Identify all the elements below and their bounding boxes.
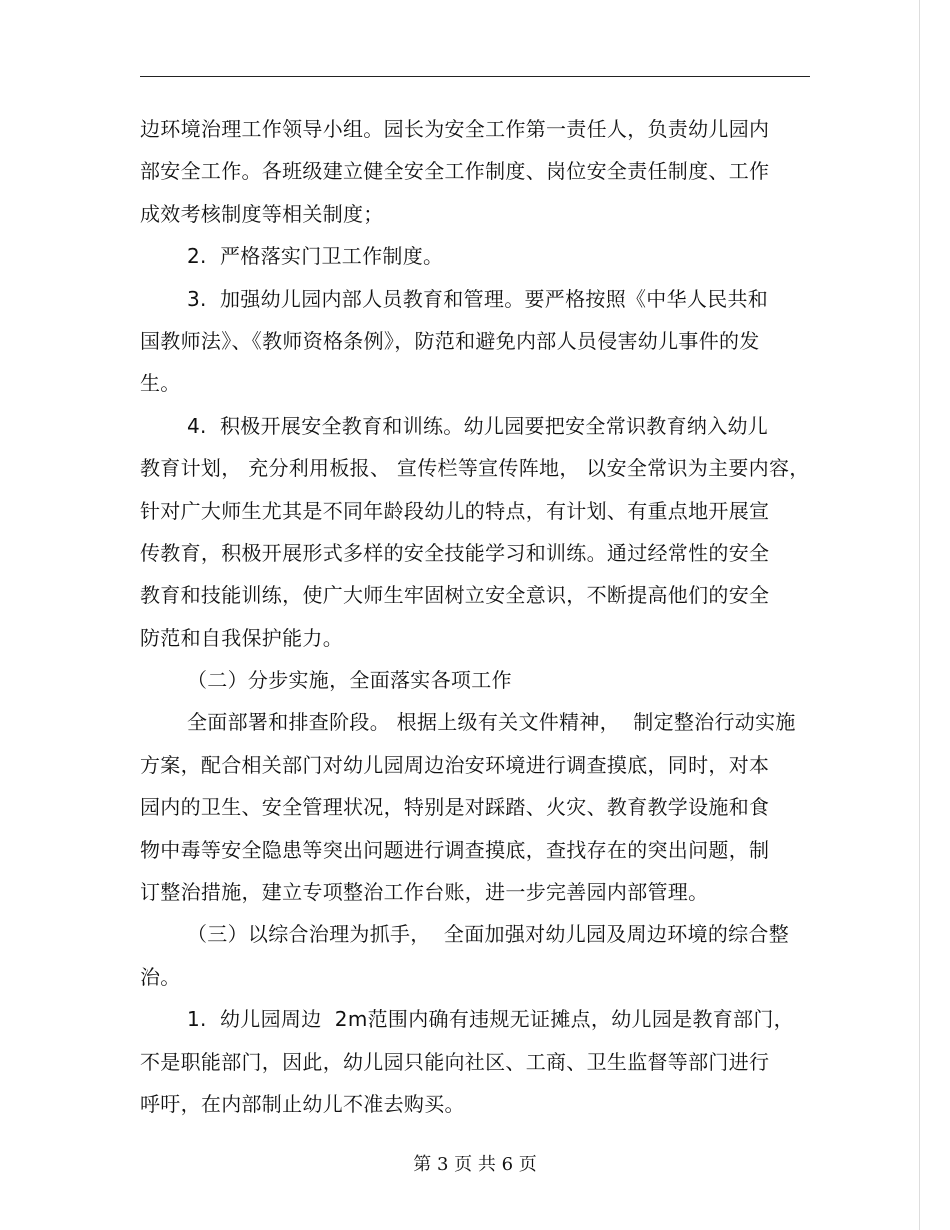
text-line: 方案，配合相关部门对幼儿园周边治安环境进行调查摸底，同时，对本 — [140, 752, 770, 777]
text-line: 成效考核制度等相关制度； — [140, 201, 384, 226]
text-line: 3. 加强幼儿园内部人员教育和管理。要严格按照《中华人民共和 — [187, 286, 769, 311]
text-line: （二）分步实施，全面落实各项工作 — [187, 668, 512, 693]
text-line: 2. 严格落实门卫工作制度。 — [187, 244, 444, 269]
text-line: 呼吁，在内部制止幼儿不准去购买。 — [140, 1091, 465, 1116]
text-line: 生。 — [140, 371, 181, 396]
text-line: 治。 — [140, 964, 181, 989]
text-line: 1. 幼儿园周边 2m范围内确有违规无证摊点，幼儿园是教育部门， — [187, 1007, 794, 1032]
text-line: 园内的卫生、安全管理状况，特别是对踩踏、火灾、教育教学设施和食 — [140, 795, 770, 820]
text-line: （三）以综合治理为抓手， 全面加强对幼儿园及周边环境的综合整 — [187, 922, 790, 947]
header-rule — [140, 76, 810, 77]
text-line: 4. 积极开展安全教育和训练。幼儿园要把安全常识教育纳入幼儿 — [187, 413, 769, 438]
document-body — [140, 113, 820, 1130]
text-line: 订整治措施，建立专项整治工作台账，进一步完善园内部管理。 — [140, 880, 709, 905]
text-line: 防范和自我保护能力。 — [140, 625, 343, 650]
text-line: 传教育，积极开展形式多样的安全技能学习和训练。通过经常性的安全 — [140, 540, 770, 565]
text-line: 教育和技能训练，使广大师生牢固树立安全意识，不断提高他们的安全 — [140, 583, 770, 608]
text-line: 部安全工作。各班级建立健全安全工作制度、岗位安全责任制度、工作 — [140, 159, 770, 184]
text-line: 不是职能部门，因此，幼儿园只能向社区、工商、卫生监督等部门进行 — [140, 1049, 770, 1074]
text-line: 物中毒等安全隐患等突出问题进行调查摸底，查找存在的突出问题，制 — [140, 837, 770, 862]
text-line: 针对广大师生尤其是不同年龄段幼儿的特点，有计划、有重点地开展宣 — [140, 498, 770, 523]
text-line: 教育计划， 充分利用板报、 宣传栏等宣传阵地， 以安全常识为主要内容， — [140, 456, 810, 481]
text-line: 国教师法》、《教师资格条例》，防范和避免内部人员侵害幼儿事件的发 — [140, 328, 760, 353]
page-footer: 第 3 页 共 6 页 — [413, 1154, 537, 1175]
page-edge — [919, 0, 920, 1230]
text-line: 边环境治理工作领导小组。园长为安全工作第一责任人，负责幼儿园内 — [140, 117, 770, 141]
text-line: 全面部署和排查阶段。 根据上级有关文件精神， 制定整治行动实施 — [187, 710, 796, 735]
